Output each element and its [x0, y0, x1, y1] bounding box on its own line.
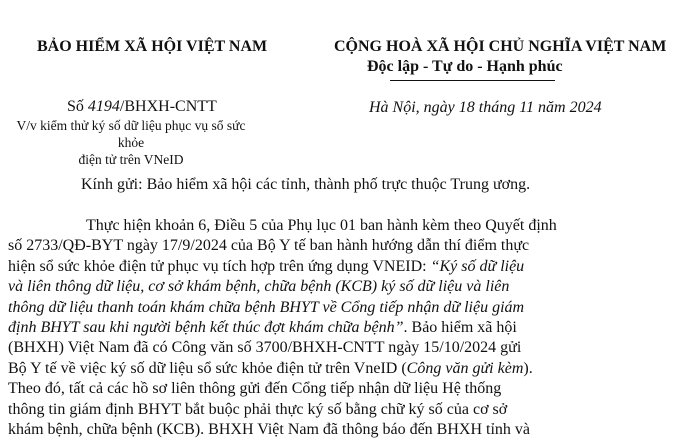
national-title: CỘNG HOÀ XÃ HỘI CHỦ NGHĨA VIỆT NAM [334, 38, 667, 55]
document-number [67, 98, 217, 116]
national-motto: Độc lập - Tự do - Hạnh phúc [367, 58, 563, 75]
subject-line: V/v kiểm thử ký số dữ liệu phục vụ sổ sức khỏe [16, 118, 246, 150]
body-line [8, 318, 680, 338]
body-line: thông tin giám định BHYT bắt buộc phải thực ký số bằng chữ ký số của cơ sở [8, 400, 508, 418]
document-subject [6, 117, 256, 168]
body-line [8, 359, 680, 379]
body-text: Bộ Y tế về việc ký số dữ liệu sổ sức khỏe điện tử trên VneID ( [8, 359, 407, 377]
body-line [8, 257, 680, 277]
document-date: Hà Nội, ngày 18 tháng 11 năm 2024 [369, 99, 602, 116]
body-line: số 2733/QĐ-BYT ngày 17/9/2024 của Bộ Y tế ban hành hướng dẫn thí điểm thực [8, 237, 530, 255]
document-number-suffix: /BHXH-CNTT [119, 98, 217, 115]
body-line: (BHXH) Việt Nam đã có Công văn số 3700/BHXH-CNTT ngày 15/10/2024 gửi [8, 339, 522, 357]
subject-line: điện tử trên VNeID [78, 152, 184, 167]
body-line: Thực hiện khoản 6, Điều 5 của Phụ lục 01 ban hành kèm theo Quyết định [86, 217, 557, 234]
body-line: và liên thông dữ liệu, cơ sở khám bệnh, chữa bệnh (KCB) ký số dữ liệu và liên [8, 278, 510, 296]
body-attachment-note: Công văn gửi kèm [406, 359, 524, 377]
document-number-value: 4194 [87, 98, 120, 115]
recipient-greeting: Kính gửi: Bảo hiểm xã hội các tỉnh, thành phố trực thuộc Trung ương. [81, 176, 531, 193]
body-text: . Bảo hiểm xã hội [403, 318, 517, 336]
document-body [8, 216, 680, 440]
motto-underline [390, 80, 555, 81]
body-text: ). [523, 359, 533, 377]
body-line: khám bệnh, chữa bệnh (KCB). BHXH Việt Nam đã thông báo đến BHXH tỉnh và [8, 420, 530, 438]
issuing-organization: BẢO HIỂM XÃ HỘI VIỆT NAM [37, 38, 268, 55]
body-quote: định BHYT sau khi người bệnh kết thúc đợt khám chữa bệnh” [8, 318, 404, 336]
body-line: Theo đó, tất cả các hồ sơ liên thông gửi đến Cổng tiếp nhận dữ liệu Hệ thống [8, 380, 502, 398]
document-number-prefix: Số [67, 98, 84, 115]
body-quote: “Ký số dữ liệu [430, 257, 525, 275]
body-text: hiện sổ sức khỏe điện tử phục vụ tích hợp trên ứng dụng VNEID: [8, 257, 431, 275]
body-line: thông dữ liệu thanh toán khám chữa bệnh BHYT về Cổng tiếp nhận dữ liệu giám [8, 298, 525, 316]
